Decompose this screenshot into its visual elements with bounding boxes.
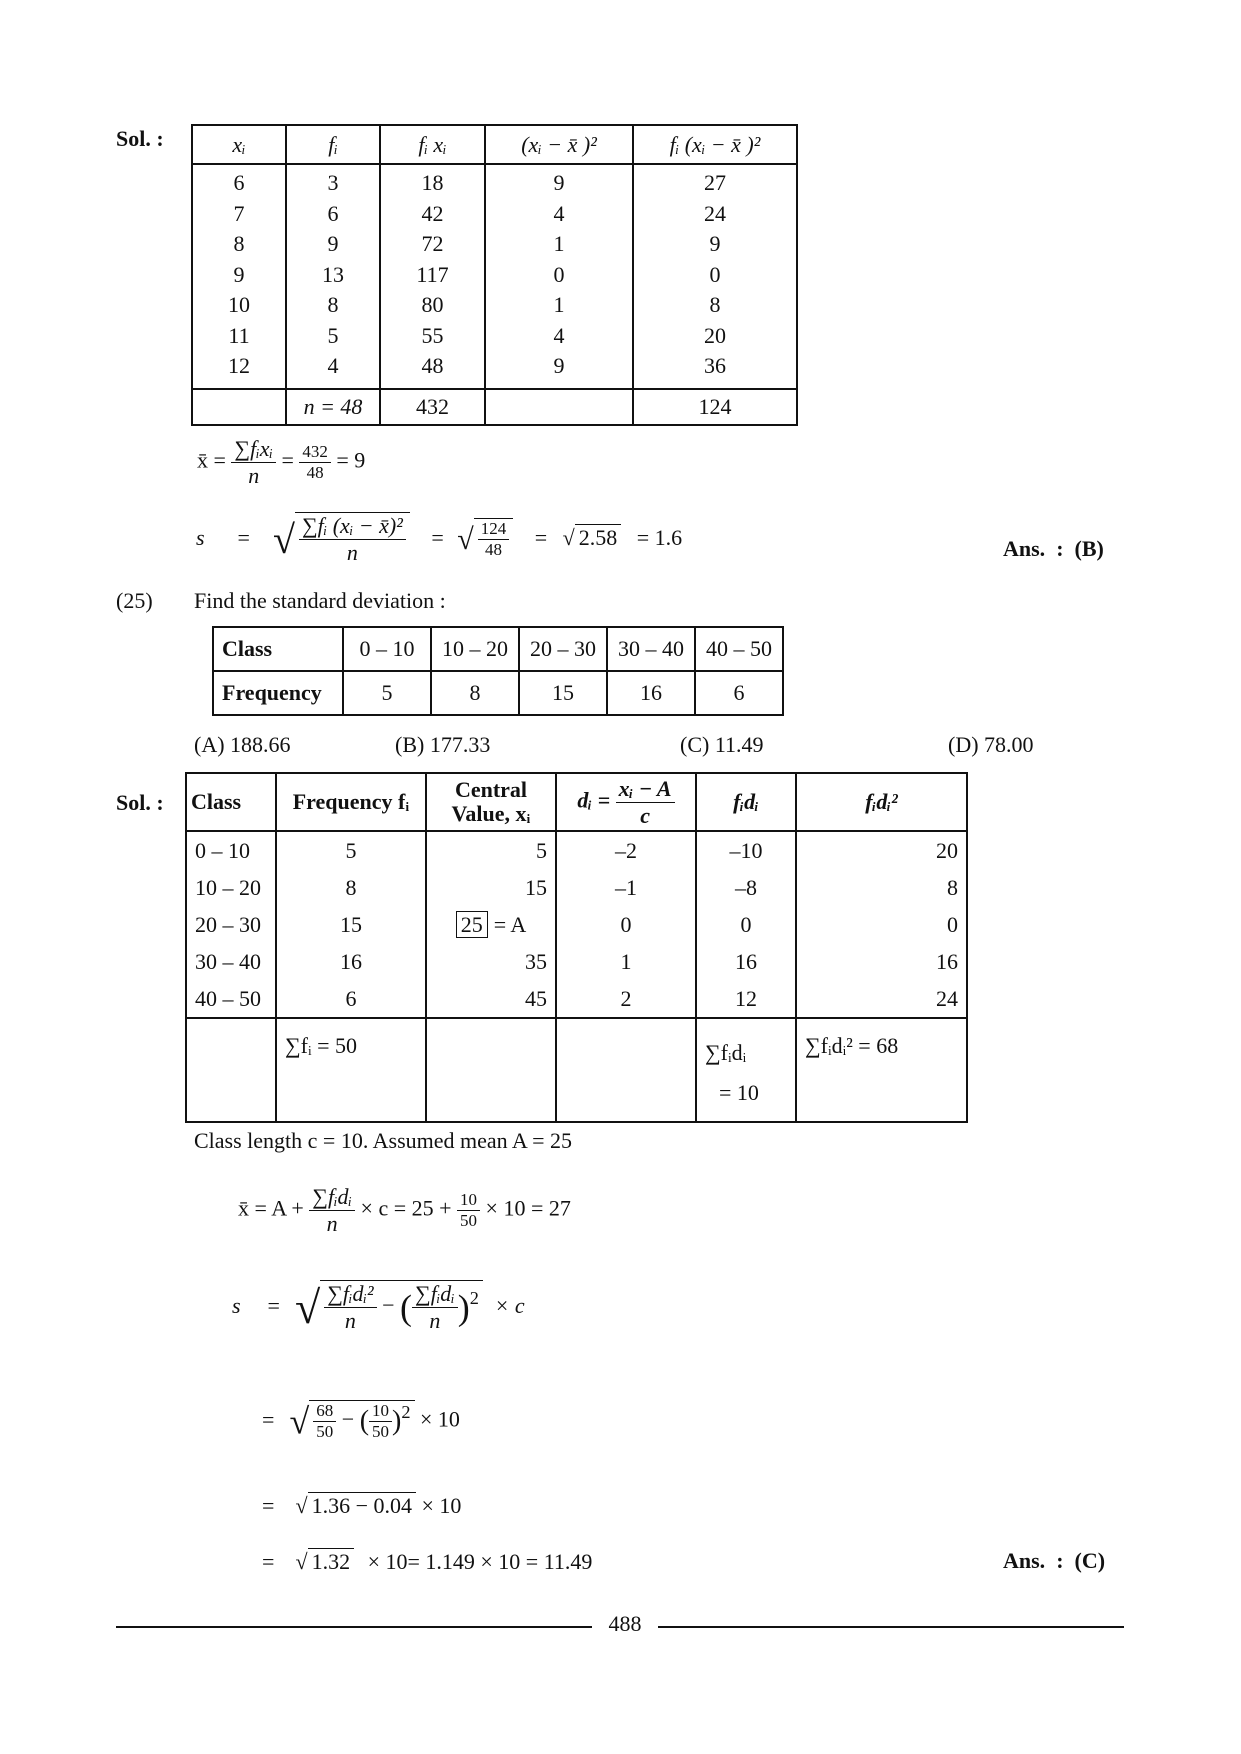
fraction — [324, 1281, 376, 1334]
row-label: Frequency — [213, 671, 343, 715]
table-cell: 36 — [633, 351, 797, 389]
option-a: (A) 188.66 — [194, 732, 291, 757]
table-cell: 0 — [633, 260, 797, 291]
class-cell: 20 – 30 — [519, 627, 607, 671]
header-fd2: fᵢdᵢ² — [796, 773, 967, 831]
step-tail: × 10= 1.149 × 10 = 11.49 — [367, 1549, 593, 1574]
numerator: ∑fᵢdᵢ — [412, 1281, 458, 1308]
mean-formula-2 — [238, 1184, 571, 1237]
header-cell: fᵢ xᵢ — [380, 125, 485, 164]
table-cell: 3 — [286, 164, 380, 199]
footer-sum-fd2: ∑fᵢdᵢ² = 68 — [796, 1018, 967, 1122]
class-cell: 10 – 20 — [431, 627, 519, 671]
table-cell: 0 — [696, 906, 796, 943]
table-cell: 4 — [286, 351, 380, 389]
frequency-cell: 16 — [607, 671, 695, 715]
header-cell: xᵢ — [192, 125, 286, 164]
table-row — [192, 229, 797, 260]
denominator: n — [429, 1308, 441, 1333]
assumed-mean-box: 25 — [456, 911, 488, 938]
table-cell: 6 — [286, 199, 380, 230]
frequency-cell: 15 — [519, 671, 607, 715]
table-header-row — [192, 125, 797, 164]
sqrt-value: 1.32 — [308, 1548, 355, 1575]
denominator: 50 — [372, 1422, 390, 1441]
footer-cell — [186, 1018, 276, 1122]
table-cell: 5 — [426, 831, 556, 869]
equals: = — [281, 447, 294, 473]
answer-value: (B) — [1074, 536, 1104, 561]
table-row — [186, 943, 967, 980]
sd-formula-1 — [196, 512, 682, 566]
table-cell: 24 — [633, 199, 797, 230]
class-cell: 30 – 40 — [607, 627, 695, 671]
sqrt-body — [474, 518, 514, 560]
paren: ( — [400, 1287, 413, 1328]
numerator: xᵢ − A — [616, 776, 675, 803]
sd-lhs: s — [232, 1292, 241, 1318]
footer-cell: 124 — [633, 389, 797, 425]
table-cell: 15 — [276, 906, 426, 943]
table-cell: 72 — [380, 229, 485, 260]
table-cell: 24 — [796, 980, 967, 1018]
numerator: ∑fᵢ (xᵢ − x̄)² — [299, 513, 406, 540]
table-row — [192, 290, 797, 321]
table-cell: 6 — [276, 980, 426, 1018]
table-cell: 7 — [192, 199, 286, 230]
answer-colon: : — [1056, 1548, 1064, 1573]
footer-sum-frequency: ∑fᵢ = 50 — [276, 1018, 426, 1122]
numerator: 68 — [313, 1401, 336, 1422]
class-row — [213, 627, 783, 671]
table-cell: 12 — [192, 351, 286, 389]
mean-value-fraction — [299, 442, 331, 483]
row-label: Class — [213, 627, 343, 671]
sd-lhs: s — [196, 524, 205, 550]
table-cell: 0 – 10 — [186, 831, 276, 869]
table-cell: 10 — [192, 290, 286, 321]
table-cell: 16 — [276, 943, 426, 980]
numerator: ∑fᵢdᵢ — [309, 1184, 355, 1211]
footer-rule-left — [116, 1626, 592, 1628]
table-cell: 16 — [696, 943, 796, 980]
table-cell: 8 — [192, 229, 286, 260]
step-tail: × 10 — [420, 1406, 460, 1432]
header-cell: fᵢ — [286, 125, 380, 164]
mean-lhs: x̄ = A + — [238, 1195, 304, 1221]
mean-value-fraction — [457, 1190, 480, 1231]
sqrt-sign: √ — [295, 1282, 321, 1333]
header-class: Class — [186, 773, 276, 831]
table-row — [192, 321, 797, 352]
header-cell: (xᵢ − x̄ )² — [485, 125, 633, 164]
denominator: 48 — [484, 540, 502, 559]
denominator: n — [344, 1308, 356, 1333]
question-number: (25) — [116, 588, 153, 613]
equals: = — [262, 1549, 275, 1574]
sqrt-body: $\frac{68}{50}$ − ( $\frac{10}{50}$ )$^2$ — [309, 1400, 414, 1442]
table-cell: 2 — [556, 980, 696, 1018]
table-cell: 8 — [276, 869, 426, 906]
sqrt-sign: √ — [562, 524, 575, 550]
class-length-text: Class length c = 10. Assumed mean A = 25 — [194, 1128, 573, 1153]
frequency-row — [213, 671, 783, 715]
equals: = — [431, 524, 444, 550]
table-footer-row — [186, 1018, 967, 1122]
answer-label: Ans. — [1003, 1548, 1046, 1573]
table-row — [186, 869, 967, 906]
sqrt-body: $\frac{\text{∑fᵢdᵢ²}}{n}$ − ( $\frac{\text{∑fᵢdᵢ}}{n}$ )$^2$ — [320, 1280, 483, 1334]
answer-value: (C) — [1074, 1548, 1106, 1573]
table-cell: 117 — [380, 260, 485, 291]
footer-cell: 432 — [380, 389, 485, 425]
paren: ( — [359, 1405, 370, 1437]
sol-label: Sol. : — [116, 126, 164, 151]
numerator: 432 — [299, 442, 331, 463]
equals: = — [262, 1493, 275, 1518]
mean-fraction — [231, 436, 276, 489]
table-cell: –8 — [696, 869, 796, 906]
footer-sum-fd-value: = 10 — [719, 1080, 759, 1105]
equals: = — [237, 524, 250, 550]
frequency-table-1 — [191, 124, 798, 426]
table-cell: 27 — [633, 164, 797, 199]
denominator: n — [326, 1211, 338, 1236]
step-2 — [262, 1400, 460, 1443]
footer-cell — [192, 389, 286, 425]
table-cell: 20 — [796, 831, 967, 869]
table-cell: 15 — [426, 869, 556, 906]
table-cell: 11 — [192, 321, 286, 352]
footer-sum-fd — [696, 1018, 796, 1122]
numerator: ∑fᵢdᵢ² — [324, 1281, 376, 1308]
option-c: (C) 11.49 — [680, 732, 764, 757]
table-cell: 4 — [485, 321, 633, 352]
sd-formula-2 — [232, 1280, 525, 1334]
table-row — [192, 164, 797, 199]
table-cell — [426, 906, 556, 943]
numerator: 124 — [478, 519, 510, 540]
table-cell: 35 — [426, 943, 556, 980]
table-cell: 80 — [380, 290, 485, 321]
sqrt-sign: √ — [273, 517, 295, 562]
header-deviation — [556, 773, 696, 831]
numerator: ∑fᵢxᵢ — [231, 436, 276, 463]
table-cell: 45 — [426, 980, 556, 1018]
assumed-mean-label: = A — [493, 911, 527, 937]
table-cell: 16 — [796, 943, 967, 980]
table-cell: 8 — [633, 290, 797, 321]
mean-formula-1 — [197, 436, 365, 489]
sqrt-sign: √ — [295, 1493, 308, 1518]
table-cell: –1 — [556, 869, 696, 906]
table-cell: –2 — [556, 831, 696, 869]
sqrt-sign: √ — [295, 1549, 308, 1574]
table-cell: 5 — [286, 321, 380, 352]
header-text: dᵢ = — [577, 787, 611, 813]
equals: = — [534, 524, 548, 550]
question-text: Find the standard deviation : — [194, 588, 446, 613]
equals: = — [262, 1406, 275, 1432]
mean-mid: × c = 25 + — [360, 1195, 452, 1221]
sqrt-body — [295, 512, 410, 566]
table-cell: 42 — [380, 199, 485, 230]
table-footer-row — [192, 389, 797, 425]
frequency-cell: 5 — [343, 671, 431, 715]
mean-lhs: x̄ = — [197, 447, 226, 473]
table-cell: 48 — [380, 351, 485, 389]
header-line: Central — [454, 777, 528, 802]
class-frequency-table — [212, 626, 784, 716]
table-cell: 9 — [286, 229, 380, 260]
table-cell: 18 — [380, 164, 485, 199]
denominator: n — [248, 463, 260, 488]
table-cell: 1 — [485, 290, 633, 321]
table-cell: 12 — [696, 980, 796, 1018]
sd-result: = 1.6 — [636, 524, 683, 550]
frequency-cell: 6 — [695, 671, 783, 715]
table-cell: 8 — [286, 290, 380, 321]
footer-rule-right — [658, 1626, 1124, 1628]
table-cell: –10 — [696, 831, 796, 869]
paren: ) — [457, 1287, 470, 1328]
table-header-row — [186, 773, 967, 831]
table-cell: 9 — [485, 351, 633, 389]
table-cell: 55 — [380, 321, 485, 352]
solution-table — [185, 772, 968, 1123]
header-cell: fᵢ (xᵢ − x̄ )² — [633, 125, 797, 164]
table-cell: 30 – 40 — [186, 943, 276, 980]
answer-label: Ans. — [1003, 536, 1046, 561]
step-4 — [262, 1548, 592, 1575]
table-cell: 13 — [286, 260, 380, 291]
answer-colon: : — [1056, 536, 1064, 561]
mean-result: × 10 = 27 — [485, 1195, 571, 1221]
table-cell: 0 — [796, 906, 967, 943]
mean-fraction — [309, 1184, 355, 1237]
denominator: 50 — [460, 1211, 478, 1230]
step-tail: × 10 — [421, 1493, 462, 1518]
equals: = — [267, 1292, 280, 1318]
table-row — [192, 351, 797, 389]
option-b: (B) 177.33 — [395, 732, 491, 757]
fraction — [412, 1281, 458, 1334]
sqrt-value: 1.36 − 0.04 — [308, 1492, 416, 1519]
table-cell: 4 — [485, 199, 633, 230]
numerator: 10 — [369, 1401, 392, 1422]
denominator: 50 — [316, 1422, 334, 1441]
table-row — [192, 260, 797, 291]
sd-fraction — [299, 513, 406, 566]
sqrt-sign: √ — [457, 522, 474, 556]
option-d: (D) 78.00 — [948, 732, 1034, 757]
class-cell: 0 – 10 — [343, 627, 431, 671]
table-cell: 9 — [192, 260, 286, 291]
fraction — [369, 1401, 392, 1442]
answer-2 — [1003, 1548, 1105, 1574]
table-cell: 1 — [556, 943, 696, 980]
mean-result: = 9 — [336, 447, 366, 473]
denominator: 48 — [306, 463, 324, 482]
sqrt-sign: √ — [289, 1401, 310, 1442]
header-line: Value, xᵢ — [451, 801, 531, 826]
table-cell: 0 — [485, 260, 633, 291]
answer-1 — [1003, 536, 1104, 562]
header-frequency: Frequency fᵢ — [276, 773, 426, 831]
fraction — [313, 1401, 336, 1442]
table-cell: 0 — [556, 906, 696, 943]
sd-tail: × c — [494, 1292, 525, 1318]
table-cell: 20 — [633, 321, 797, 352]
minus: − — [382, 1292, 395, 1318]
table-row — [186, 906, 967, 943]
sol-label: Sol. : — [116, 790, 164, 815]
page-number: 488 — [608, 1611, 642, 1636]
sqrt-value: 2.58 — [575, 524, 622, 551]
table-cell: 9 — [633, 229, 797, 260]
footer-sum-fd-label: ∑fᵢdᵢ — [705, 1040, 747, 1065]
header-fd: fᵢdᵢ — [696, 773, 796, 831]
frequency-cell: 8 — [431, 671, 519, 715]
footer-cell — [485, 389, 633, 425]
table-cell: 6 — [192, 164, 286, 199]
table-row — [186, 980, 967, 1018]
step-3 — [262, 1492, 461, 1519]
table-cell: 20 – 30 — [186, 906, 276, 943]
class-cell: 40 – 50 — [695, 627, 783, 671]
sd-value-fraction — [478, 519, 510, 560]
minus: − — [341, 1406, 355, 1432]
table-row — [192, 199, 797, 230]
footer-cell — [556, 1018, 696, 1122]
denominator: c — [640, 802, 651, 828]
table-cell: 9 — [485, 164, 633, 199]
table-row — [186, 831, 967, 869]
table-cell: 5 — [276, 831, 426, 869]
numerator: 10 — [457, 1190, 480, 1211]
table-cell: 40 – 50 — [186, 980, 276, 1018]
header-central-value — [426, 773, 556, 831]
table-cell: 1 — [485, 229, 633, 260]
table-cell: 10 – 20 — [186, 869, 276, 906]
paren: ) — [392, 1405, 402, 1437]
table-cell: 8 — [796, 869, 967, 906]
deviation-fraction — [616, 776, 675, 829]
footer-cell: n = 48 — [286, 389, 380, 425]
denominator: n — [346, 540, 358, 565]
footer-cell — [426, 1018, 556, 1122]
